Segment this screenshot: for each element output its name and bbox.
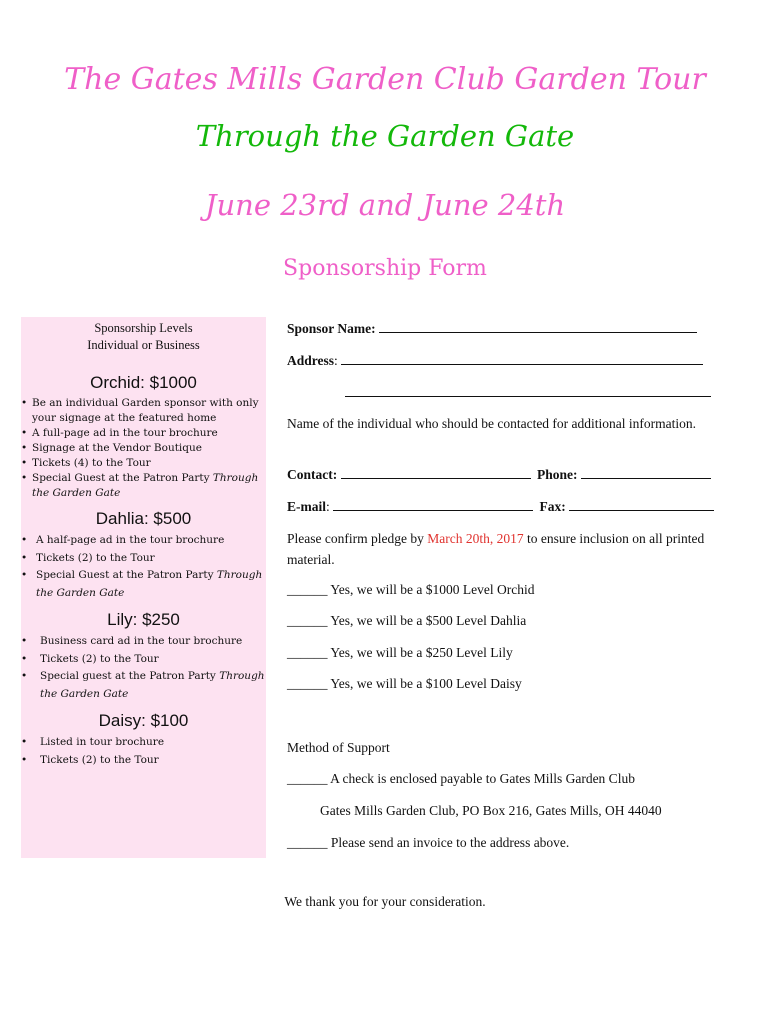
- list-item: • Business card ad in the tour brochure: [21, 633, 266, 651]
- list-item: [21, 471, 266, 501]
- address-line2-field[interactable]: [345, 384, 711, 397]
- list-item: • Tickets (2) to the Tour: [21, 651, 266, 669]
- list-item: • A half-page ad in the tour brochure: [21, 532, 266, 550]
- perk-italic: Through the Garden Gate: [32, 472, 259, 499]
- option-label: Yes, we will be a $1000 Level Orchid: [330, 582, 535, 597]
- level-daisy-perks: [21, 734, 266, 769]
- sponsor-name-label: Sponsor Name:: [287, 321, 376, 336]
- pledge-prefix: Please confirm pledge by: [287, 531, 424, 546]
- option-blank[interactable]: ______: [287, 835, 328, 850]
- invoice-label: Please send an invoice to the address above.: [330, 835, 570, 850]
- perk-text: Special Guest at the Patron Party: [36, 569, 214, 581]
- option-dahlia[interactable]: [287, 613, 526, 629]
- level-daisy-title: Daisy: $100: [98, 711, 189, 730]
- list-item: • Listed in tour brochure: [21, 734, 266, 752]
- address-field[interactable]: [341, 352, 703, 365]
- level-orchid-title: Orchid: $1000: [90, 373, 197, 392]
- level-dahlia-title: Dahlia: $500: [95, 509, 192, 528]
- perk-text: Special guest at the Patron Party: [40, 670, 216, 682]
- contact-label: Contact:: [287, 467, 338, 482]
- mail-address: Gates Mills Garden Club, PO Box 216, Gates Mills, OH 44040: [320, 803, 662, 818]
- sponsor-name-row: [287, 320, 697, 337]
- option-daisy[interactable]: [287, 676, 522, 692]
- thank-you-note: We thank you for your consideration.: [284, 894, 486, 909]
- check-label: A check is enclosed payable to Gates Mills Garden Club: [330, 771, 635, 786]
- option-blank[interactable]: ______: [287, 771, 328, 786]
- level-lily-title: Lily: $250: [107, 610, 180, 629]
- email-label: E-mail: [287, 499, 326, 514]
- contact-field[interactable]: [341, 466, 531, 479]
- list-item: • Tickets (2) to the Tour: [21, 752, 266, 770]
- list-item: • A full-page ad in the tour brochure: [21, 426, 266, 441]
- email-field[interactable]: [333, 498, 533, 511]
- address-label: Address: [287, 353, 335, 368]
- option-label: Yes, we will be a $500 Level Dahlia: [330, 613, 527, 628]
- list-item: [21, 567, 266, 602]
- option-label: Yes, we will be a $100 Level Daisy: [330, 676, 522, 691]
- address-row: Address:: [287, 352, 703, 369]
- option-blank[interactable]: ______: [287, 676, 328, 691]
- list-item: • Signage at the Vendor Boutique: [21, 441, 266, 456]
- levels-heading-line1: Sponsorship Levels: [94, 321, 193, 335]
- perk-text: Special Guest at the Patron Party: [32, 472, 210, 484]
- invoice-option[interactable]: [287, 835, 569, 851]
- phone-label: Phone:: [537, 467, 578, 482]
- option-lily[interactable]: [287, 645, 513, 661]
- levels-heading-line2: Individual or Business: [87, 338, 200, 352]
- perk-italic: Through the Garden Gate: [36, 569, 263, 599]
- pledge-suffix: to ensure inclusion on all printed material.: [287, 531, 705, 567]
- contact-note: Name of the individual who should be contacted for additional information.: [287, 416, 697, 431]
- address-line2-row: [345, 384, 711, 401]
- fax-field[interactable]: [569, 498, 714, 511]
- list-item: • Tickets (4) to the Tour: [21, 456, 266, 471]
- pledge-date: March 20th, 2017: [427, 531, 524, 546]
- option-label: Yes, we will be a $250 Level Lily: [330, 645, 513, 660]
- level-orchid-perks: [21, 396, 266, 501]
- option-orchid[interactable]: [287, 582, 534, 598]
- phone-field[interactable]: [581, 466, 711, 479]
- level-dahlia-perks: [21, 532, 266, 602]
- option-blank[interactable]: ______: [287, 613, 328, 628]
- level-lily-perks: [21, 633, 266, 703]
- list-item: [21, 668, 266, 703]
- fax-label: Fax:: [539, 499, 566, 514]
- pledge-note: [287, 528, 712, 570]
- check-option[interactable]: [287, 771, 635, 787]
- email-row: E-mail: Fax:: [287, 498, 714, 515]
- list-item: • Be an individual Garden sponsor with only your signage at the featured home: [21, 396, 266, 426]
- sponsorship-levels-panel: [21, 317, 266, 858]
- form-title: Sponsorship Form: [283, 256, 487, 281]
- tour-title: The Gates Mills Garden Club Garden Tour: [64, 62, 706, 97]
- perk-italic: Through the Garden Gate: [40, 670, 265, 700]
- tour-dates: June 23rd and June 24th: [204, 188, 566, 222]
- list-item: • Tickets (2) to the Tour: [21, 550, 266, 568]
- option-blank[interactable]: ______: [287, 645, 328, 660]
- tour-subtitle: Through the Garden Gate: [195, 119, 575, 153]
- sponsor-name-field[interactable]: [379, 320, 697, 333]
- option-blank[interactable]: ______: [287, 582, 328, 597]
- levels-heading: [21, 320, 266, 354]
- contact-row: [287, 466, 711, 483]
- method-heading: Method of Support: [287, 740, 390, 755]
